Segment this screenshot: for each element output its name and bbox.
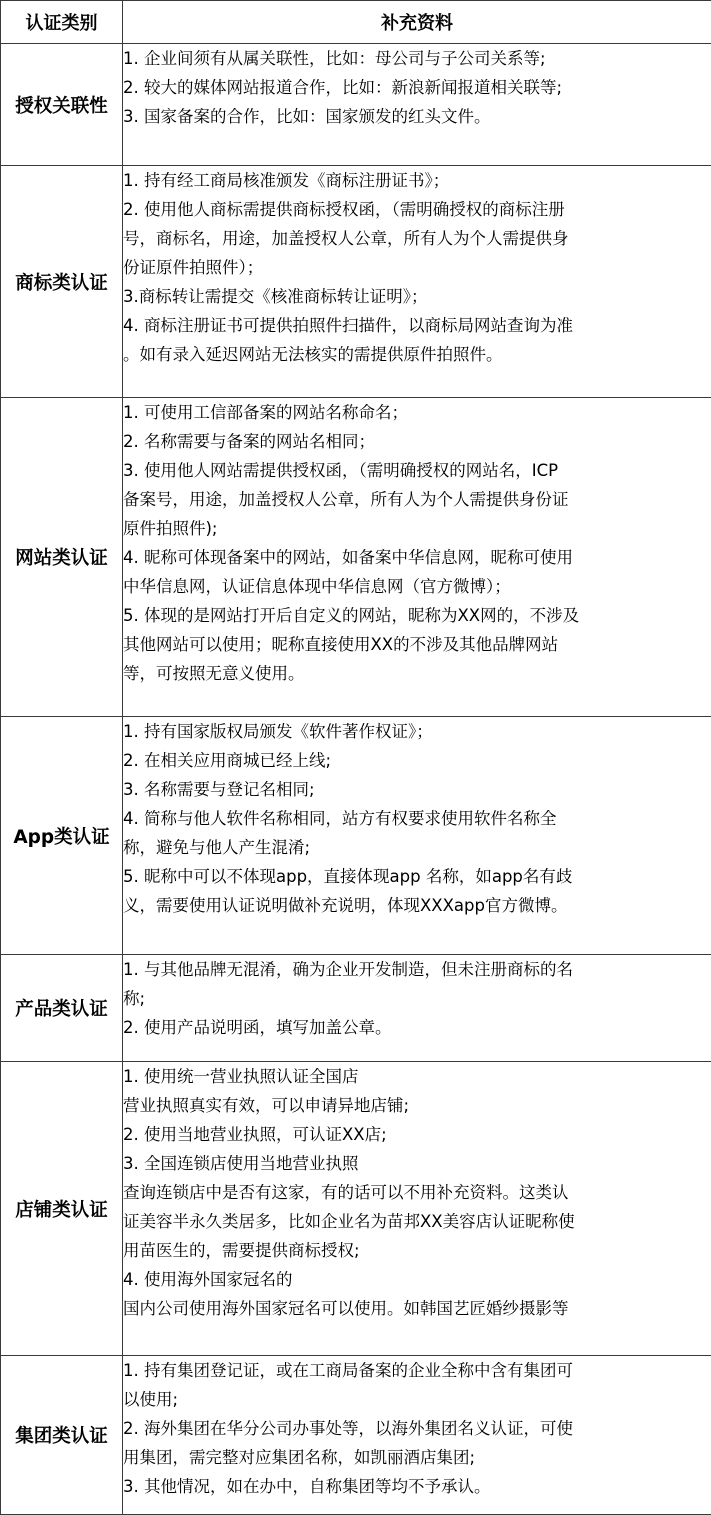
table-row <box>1 1356 711 1515</box>
table-row <box>1 44 711 166</box>
info-line: 查询连锁店中是否有这家，有的话可以不用补充资料。这类认 <box>123 1178 711 1207</box>
supplementary-info-cell <box>123 717 711 955</box>
info-line: 3. 全国连锁店使用当地营业执照 <box>123 1149 711 1178</box>
category-cell: 集团类认证 <box>1 1356 123 1515</box>
table-row <box>1 398 711 717</box>
info-line: 以使用; <box>123 1385 711 1414</box>
info-line: 2. 名称需要与备案的网站名相同； <box>123 427 711 456</box>
supplementary-info-cell <box>123 398 711 717</box>
info-line: 5. 昵称中可以不体现app，直接体现app 名称，如app名有歧 <box>123 862 711 891</box>
info-line: 4. 使用海外国家冠名的 <box>123 1265 711 1294</box>
info-line: 2. 使用他人商标需提供商标授权函，（需明确授权的商标注册 <box>123 195 711 224</box>
info-line: 2. 在相关应用商城已经上线; <box>123 746 711 775</box>
info-line: 号，商标名，用途，加盖授权人公章，所有人为个人需提供身 <box>123 224 711 253</box>
info-line: 2. 使用当地营业执照，可认证XX店; <box>123 1120 711 1149</box>
info-line: 1. 企业间须有从属关联性，比如：母公司与子公司关系等; <box>123 44 711 73</box>
info-line: 国内公司使用海外国家冠名可以使用。如韩国艺匠婚纱摄影等 <box>123 1294 711 1323</box>
info-line: 4. 昵称可体现备案中的网站，如备案中华信息网，昵称可使用 <box>123 543 711 572</box>
info-line: 原件拍照件); <box>123 514 711 543</box>
info-line: 5. 体现的是网站打开后自定义的网站，昵称为XX网的，不涉及 <box>123 601 711 630</box>
info-line: 1. 持有国家版权局颁发《软件著作权证》； <box>123 717 711 746</box>
info-line: 4. 商标注册证书可提供拍照件扫描件，以商标局网站查询为准 <box>123 311 711 340</box>
info-line: 1. 持有集团登记证，或在工商局备案的企业全称中含有集团可 <box>123 1356 711 1385</box>
info-line: 2. 使用产品说明函，填写加盖公章。 <box>123 1013 711 1042</box>
category-cell: 产品类认证 <box>1 955 123 1062</box>
info-line: 1. 使用统一营业执照认证全国店 <box>123 1062 711 1091</box>
info-line: 。如有录入延迟网站无法核实的需提供原件拍照件。 <box>123 340 711 369</box>
supplementary-info-cell <box>123 166 711 398</box>
supplementary-info-cell <box>123 1356 711 1515</box>
info-line: 3. 使用他人网站需提供授权函，（需明确授权的网站名，ICP <box>123 456 711 485</box>
info-line: 其他网站可以使用；昵称直接使用XX的不涉及其他品牌网站 <box>123 630 711 659</box>
category-cell: 商标类认证 <box>1 166 123 398</box>
info-line: 1. 持有经工商局核准颁发《商标注册证书》； <box>123 166 711 195</box>
info-line: 用集团，需完整对应集团名称，如凯丽酒店集团; <box>123 1443 711 1472</box>
info-line: 4. 简称与他人软件名称相同，站方有权要求使用软件名称全 <box>123 804 711 833</box>
header-supplementary-info: 补充资料 <box>123 1 711 44</box>
info-line: 用苗医生的，需要提供商标授权; <box>123 1236 711 1265</box>
table-header-row <box>1 1 711 44</box>
category-cell: App类认证 <box>1 717 123 955</box>
category-cell: 店铺类认证 <box>1 1062 123 1356</box>
info-line: 中华信息网，认证信息体现中华信息网（官方微博）； <box>123 572 711 601</box>
header-category: 认证类别 <box>1 1 123 44</box>
info-line: 2. 海外集团在华分公司办事处等，以海外集团名义认证，可使 <box>123 1414 711 1443</box>
info-line: 等，可按照无意义使用。 <box>123 659 711 688</box>
supplementary-info-cell <box>123 1062 711 1356</box>
table-row <box>1 1062 711 1356</box>
info-line: 3. 名称需要与登记名相同; <box>123 775 711 804</box>
supplementary-info-cell <box>123 955 711 1062</box>
info-line: 证美容半永久类居多，比如企业名为苗邦XX美容店认证昵称使 <box>123 1207 711 1236</box>
category-cell: 授权关联性 <box>1 44 123 166</box>
info-line: 营业执照真实有效，可以申请异地店铺; <box>123 1091 711 1120</box>
info-line: 义，需要使用认证说明做补充说明，体现XXXapp官方微博。 <box>123 891 711 920</box>
info-line: 3.商标转让需提交《核准商标转让证明》； <box>123 282 711 311</box>
category-cell: 网站类认证 <box>1 398 123 717</box>
info-line: 2. 较大的媒体网站报道合作，比如：新浪新闻报道相关联等; <box>123 73 711 102</box>
table-row <box>1 166 711 398</box>
supplementary-info-cell <box>123 44 711 166</box>
info-line: 3. 国家备案的合作，比如：国家颁发的红头文件。 <box>123 102 711 131</box>
info-line: 备案号，用途，加盖授权人公章，所有人为个人需提供身份证 <box>123 485 711 514</box>
info-line: 份证原件拍照件）； <box>123 253 711 282</box>
table-row <box>1 717 711 955</box>
info-line: 1. 与其他品牌无混淆，确为企业开发制造，但未注册商标的名 <box>123 955 711 984</box>
info-line: 1. 可使用工信部备案的网站名称命名； <box>123 398 711 427</box>
info-line: 称; <box>123 984 711 1013</box>
table-row <box>1 955 711 1062</box>
info-line: 称，避免与他人产生混淆; <box>123 833 711 862</box>
info-line: 3. 其他情况，如在办中，自称集团等均不予承认。 <box>123 1472 711 1501</box>
